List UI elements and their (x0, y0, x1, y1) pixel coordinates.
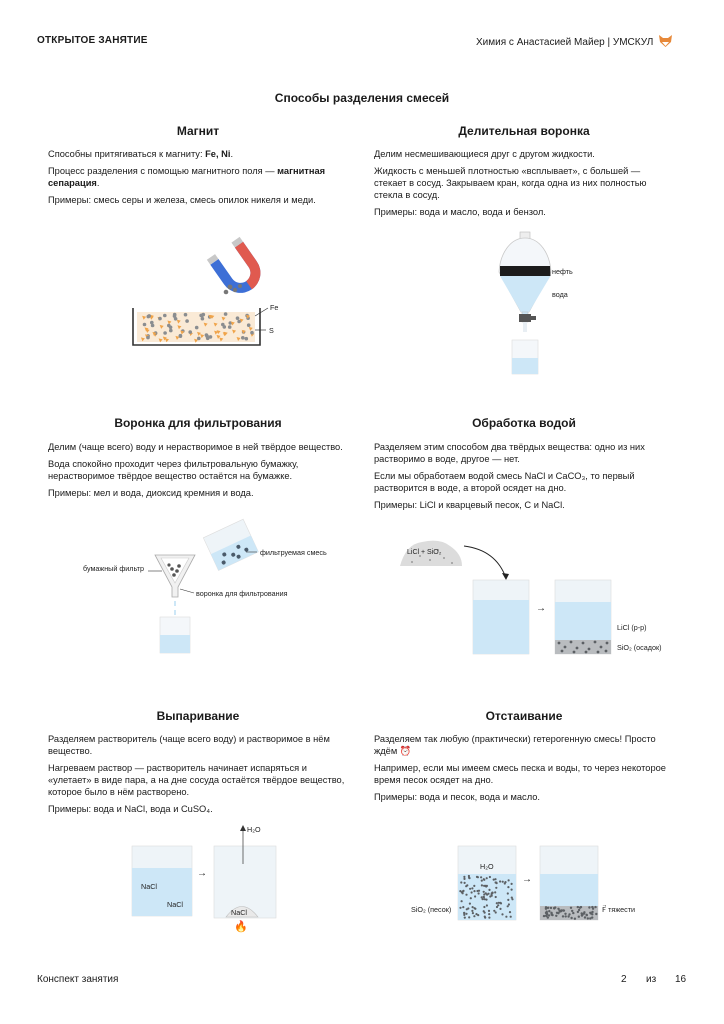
oil-layer (500, 266, 551, 276)
magnet-p1-post: . (230, 149, 234, 159)
water-text (374, 441, 674, 516)
filter-p1: Делим (чаще всего) воду и нерастворимое в ней твёрдое вещество. (48, 442, 343, 452)
magnet-p3: Примеры: смесь серы и железа, смесь опилок никеля и меди. (48, 195, 316, 205)
evap-arrow: → (197, 868, 207, 879)
funnel-text (374, 148, 674, 223)
evap-label-nacl1: NaCl (141, 882, 157, 891)
tray-mixture (137, 312, 255, 343)
funnel-label-oil: нефть (552, 267, 573, 276)
page-title: Способы разделения смесей (274, 91, 450, 105)
funnel-p3: Примеры: вода и масло, вода и бензол. (374, 207, 546, 217)
funnel-p2: Жидкость с меньшей плотностью «всплывает», с большей — стекает в сосуд. Закрываем кран, когда одна из них полностью стекла в сосуд. (374, 166, 647, 200)
magnet-p2-post: . (96, 178, 100, 188)
water-label-solution: LiCl (р-р) (617, 623, 647, 632)
water-label-pile: LiCl + SiO₂ (407, 549, 442, 556)
evap-p1: Разделяем растворитель (чаще всего воду) и растворимое в нём вещество. (48, 734, 330, 756)
pouring-beaker (203, 519, 258, 570)
evap-text (48, 733, 348, 820)
evap-label-h2o: H₂O (247, 825, 261, 834)
settling-illustration (458, 846, 608, 922)
settle-title: Отстаивание (485, 709, 563, 723)
magnet-p1-bold: Fe, Ni (205, 149, 231, 159)
evap-label-nacl2: NaCl (167, 900, 183, 909)
funnel-label-water: вода (552, 290, 568, 299)
settle-text (374, 733, 674, 808)
header-left: ОТКРЫТОЕ ЗАНЯТИЕ (37, 35, 148, 46)
footer-total: 16 (675, 974, 687, 985)
magnet-text (48, 148, 348, 211)
separatory-funnel-illustration (492, 232, 562, 374)
filter-label-paper: бумажный фильтр (83, 564, 144, 573)
water-p1: Разделяем этим способом два твёрдых вещества: одно из них растворимо в воде, другое — нет. (374, 442, 645, 464)
water-p2: Если мы обработаем водой смесь NaCl и CaCO₃, то первый растворится в воде, а второй осядет на дно. (374, 471, 635, 493)
evap-p3: Примеры: вода и NaCl, вода и CuSO₄. (48, 804, 213, 814)
header-right (476, 35, 672, 48)
evap-label-nacl3: NaCl (231, 908, 247, 917)
settle-arrow: → (522, 874, 532, 885)
settle-p2: Например, если мы имеем смесь песка и воды, то через некоторое время песок осядет на дно. (374, 763, 666, 785)
magnet-illustration (125, 240, 285, 350)
header-right-text: Химия с Анастасией Майер | УМСКУЛ (476, 37, 654, 48)
water-title: Обработка водой (472, 416, 576, 430)
water-label-sediment: SiO₂ (осадок) (617, 643, 662, 652)
magnet-p2-pre: Процесс разделения с помощью магнитного поля — (48, 166, 278, 176)
funnel-p1: Делим несмешивающиеся друг с другом жидкости. (374, 149, 595, 159)
curved-arrow (464, 546, 506, 578)
footer-page: 2 (621, 974, 627, 985)
horseshoe-magnet (207, 237, 268, 301)
settle-label-gravity: F⃗ тяжести (602, 905, 636, 914)
magnet-p1 (48, 148, 348, 160)
settle-label-h2o: H₂O (480, 862, 494, 871)
footer-left: Конспект занятия (37, 974, 119, 985)
magnet-p1-pre: Способны притягиваться к магниту: (48, 149, 206, 159)
filter-label-mix: фильтруемая смесь (260, 548, 327, 557)
water-arrow: → (536, 603, 546, 614)
magnet-label-fe: Fe (270, 303, 279, 312)
footer-of: из (646, 974, 657, 985)
filter-label-funnel: воронка для фильтрования (196, 589, 288, 598)
funnel-title: Делительная воронка (458, 124, 590, 138)
fire-icon: 🔥 (234, 921, 248, 933)
evap-title: Выпаривание (156, 709, 240, 723)
magnet-p2 (48, 165, 348, 189)
water-layer (500, 276, 551, 312)
settle-p3: Примеры: вода и песок, вода и масло. (374, 792, 540, 802)
settle-p1: Разделяем так любую (практически) гетерогенную смесь! Просто ждём ⏰ (374, 734, 656, 756)
filter-title: Воронка для фильтрования (114, 416, 282, 430)
magnet-label-s: S (269, 326, 274, 335)
magnet-title: Магнит (176, 124, 220, 138)
filter-p2: Вода спокойно проходит через фильтровальную бумажку, нерастворимое твёрдое вещество остаётся на бумажке. (48, 459, 299, 481)
filter-p3: Примеры: мел и вода, диоксид кремния и вода. (48, 488, 254, 498)
evap-p2: Нагреваем раствор — растворитель начинает испаряться и «улетает» в виде пара, а на дне сосуда остаётся твёрдое вещество, которое было в нём растворено. (48, 763, 345, 797)
magnet-p2-bold: магнитная сепарация (48, 166, 326, 188)
filter-text (48, 441, 348, 504)
stopcock (519, 314, 531, 322)
water-p3: Примеры: LiCl и кварцевый песок, C и NaCl. (374, 500, 565, 510)
settle-label-sand: SiO₂ (песок) (411, 905, 452, 914)
fox-icon (659, 35, 672, 47)
